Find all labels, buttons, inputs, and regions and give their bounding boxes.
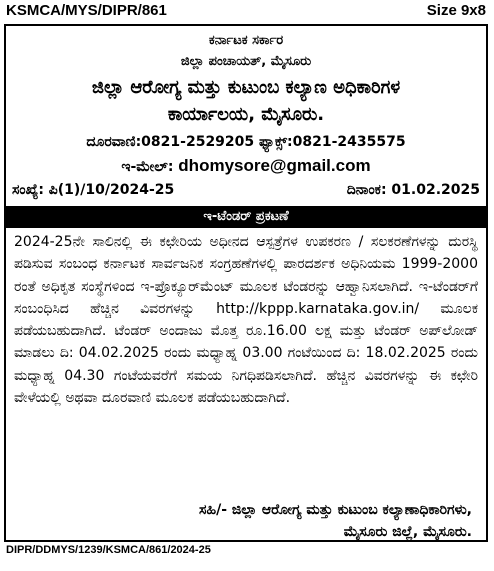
district-panchayat-line: ಜಿಲ್ಲಾ ಪಂಚಾಯತ್, ಮೈಸೂರು — [180, 54, 312, 69]
email-label: ಇ-ಮೇಲ್: — [121, 159, 179, 175]
notice-frame — [4, 24, 488, 542]
email-line — [6, 156, 486, 176]
phone-fax-line: ದೂರವಾಣಿ:0821-2529205 ಫ್ಯಾಕ್ಸ್:0821-2435575 — [86, 134, 406, 150]
notice-date: ದಿನಾಂಕ: 01.02.2025 — [346, 182, 480, 198]
ad-size-label: Size 9x8 — [426, 2, 486, 19]
office-name-line: ಜಿಲ್ಲಾ ಆರೋಗ್ಯ ಮತ್ತು ಕುಟುಂಬ ಕಲ್ಯಾಣ ಅಧಿಕಾರಿಗಳ — [91, 77, 401, 98]
office-location-line: ಕಾರ್ಯಾಲಯ, ಮೈಸೂರು. — [167, 104, 325, 125]
reference-row — [12, 182, 480, 198]
email-address: dhomysore@gmail.com — [178, 156, 371, 175]
notice-body — [14, 231, 478, 409]
ad-reference-code: KSMCA/MYS/DIPR/861 — [6, 2, 167, 19]
notice-title-bar: ಇ-ಟೆಂಡರ್ ಪ್ರಕಟಣೆ — [6, 206, 486, 228]
signature-line-1: ಸಹಿ/- ಜಿಲ್ಲಾ ಆರೋಗ್ಯ ಮತ್ತು ಕುಟುಂಬ ಕಲ್ಯಾಣಾಧಿಕಾರಿಗಳು, — [199, 502, 472, 518]
reference-number: ಸಂಖ್ಯೆ: ಪಿ(1)/10/2024-25 — [12, 182, 175, 198]
signature-block — [199, 499, 472, 543]
signature-line-2: ಮೈಸೂರು ಜಿಲ್ಲೆ, ಮೈಸೂರು. — [343, 524, 472, 540]
government-line: ಕರ್ನಾಟಕ ಸರ್ಕಾರ — [208, 33, 284, 48]
dipr-reference: DIPR/DDMYS/1239/KSMCA/861/2024-25 — [6, 544, 211, 556]
notice-body-paragraph: 2024-25ನೇ ಸಾಲಿನಲ್ಲಿ ಈ ಕಛೇರಿಯ ಅಧೀನದ ಆಸ್ಪತ್ರೆಗಳ ಉಪಕರಣ / ಸಲಕರಣೆಗಳನ್ನು ದುರಸ್ಥಿ ಪಡಿಸುವ ಸಂಬಂಧ ಕರ್ನಾಟಕ ಸಾರ್ವಜನಿಕ ಸಂಗ್ರಹಣೆಗಳಲ್ಲಿ ಪಾರದರ್ಶಕ ಅಧಿನಿಯಮ 1999-2000 ರಂತೆ ಅಧಿಕೃತ ಸಂಸ್ಥೆಗಳಿಂದ ಇ-ಪ್ರೊಕ್ಯೂರ್‌ಮೆಂಟ್ ಮೂಲಕ ಟೆಂಡರನ್ನು ಆಹ್ವಾನಿಸಲಾಗಿದೆ. ಇ-ಟೆಂಡರ್‌ಗೆ ಸಂಬಂಧಿಸಿದ ಹೆಚ್ಚಿನ ವಿವರಗಳನ್ನು http://kppp.karnataka.gov.in/ ಮೂಲಕ ಪಡೆಯಬಹುದಾಗಿದೆ. ಟೆಂಡರ್ ಅಂದಾಜು ಮೊತ್ತ ರೂ.16.00 ಲಕ್ಷ ಮತ್ತು ಟೆಂಡರ್ ಅಪ್‌ಲೋಡ್ ಮಾಡಲು ದಿ: 04.02.2025 ರಂದು ಮಧ್ಯಾಹ್ನ 03.00 ಗಂಟೆಯಿಂದ ದಿ: 18.02.2025 ರಂದು ಮಧ್ಯಾಹ್ನ 04.30 ಗಂಟೆಯವರೆಗೆ ಸಮಯ ನಿಗಧಿಪಡಿಸಲಾಗಿದೆ. ಹೆಚ್ಚಿನ ವಿವರಗಳನ್ನು ಈ ಕಛೇರಿ ವೇಳೆಯಲ್ಲಿ ಅಥವಾ ದೂರವಾಣಿ ಮೂಲಕ ಪಡೆಯಬಹುದಾಗಿದೆ. — [14, 234, 478, 407]
